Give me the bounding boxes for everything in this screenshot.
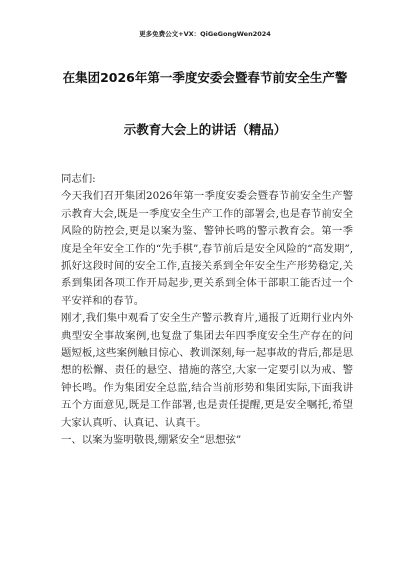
salutation: 同志们: — [61, 173, 96, 185]
paragraph: 今天我们召开集团2026年第一季度安委会暨春节前安全生产警示教育大会,既是一季度安全生产工作的部署会,也是春节前安全风险的防控会,更是以案为鉴、警钟长鸣的警示教育会。第一季度是全年安全工作的“先手棋”,春节前后是安全风险的“高发期”,抓好这段时间的安全工作,直接关系到全年安全生产形势稳定,关系到集团各项工作开局起步,更关系到全体干部职工能否过一个平安祥和的春节。 — [61, 190, 353, 307]
document-title-line-2: 示教育大会上的讲话（精品） — [123, 122, 287, 137]
section-heading: 一、以案为鉴明敬畏,绷紧安全“思想弦” — [61, 434, 242, 447]
document-title-line-1: 在集团2026年第一季度安委会暨春节前安全生产警 — [62, 70, 348, 85]
document-body — [61, 171, 353, 450]
paragraph: 刚才,我们集中观看了安全生产警示教育片,通报了近期行业内外典型安全事故案例,也复盘了集团去年四季度安全生产存在的问题短板,这些案例触目惊心、教训深刻,每一起事故的背后,都是思想的松懈、责任的悬空、措施的落空,大家一定要引以为戒、警钟长鸣。作为集团安全总监,结合当前形势和集团实际,下面我讲五个方面意见,既是工作部署,也是责任提醒,更是安全嘱托,希望大家认真听、认真记、认真干。 — [61, 312, 353, 429]
header-note: 更多免费公文+VX：QiGeGongWen2024 — [139, 30, 271, 38]
